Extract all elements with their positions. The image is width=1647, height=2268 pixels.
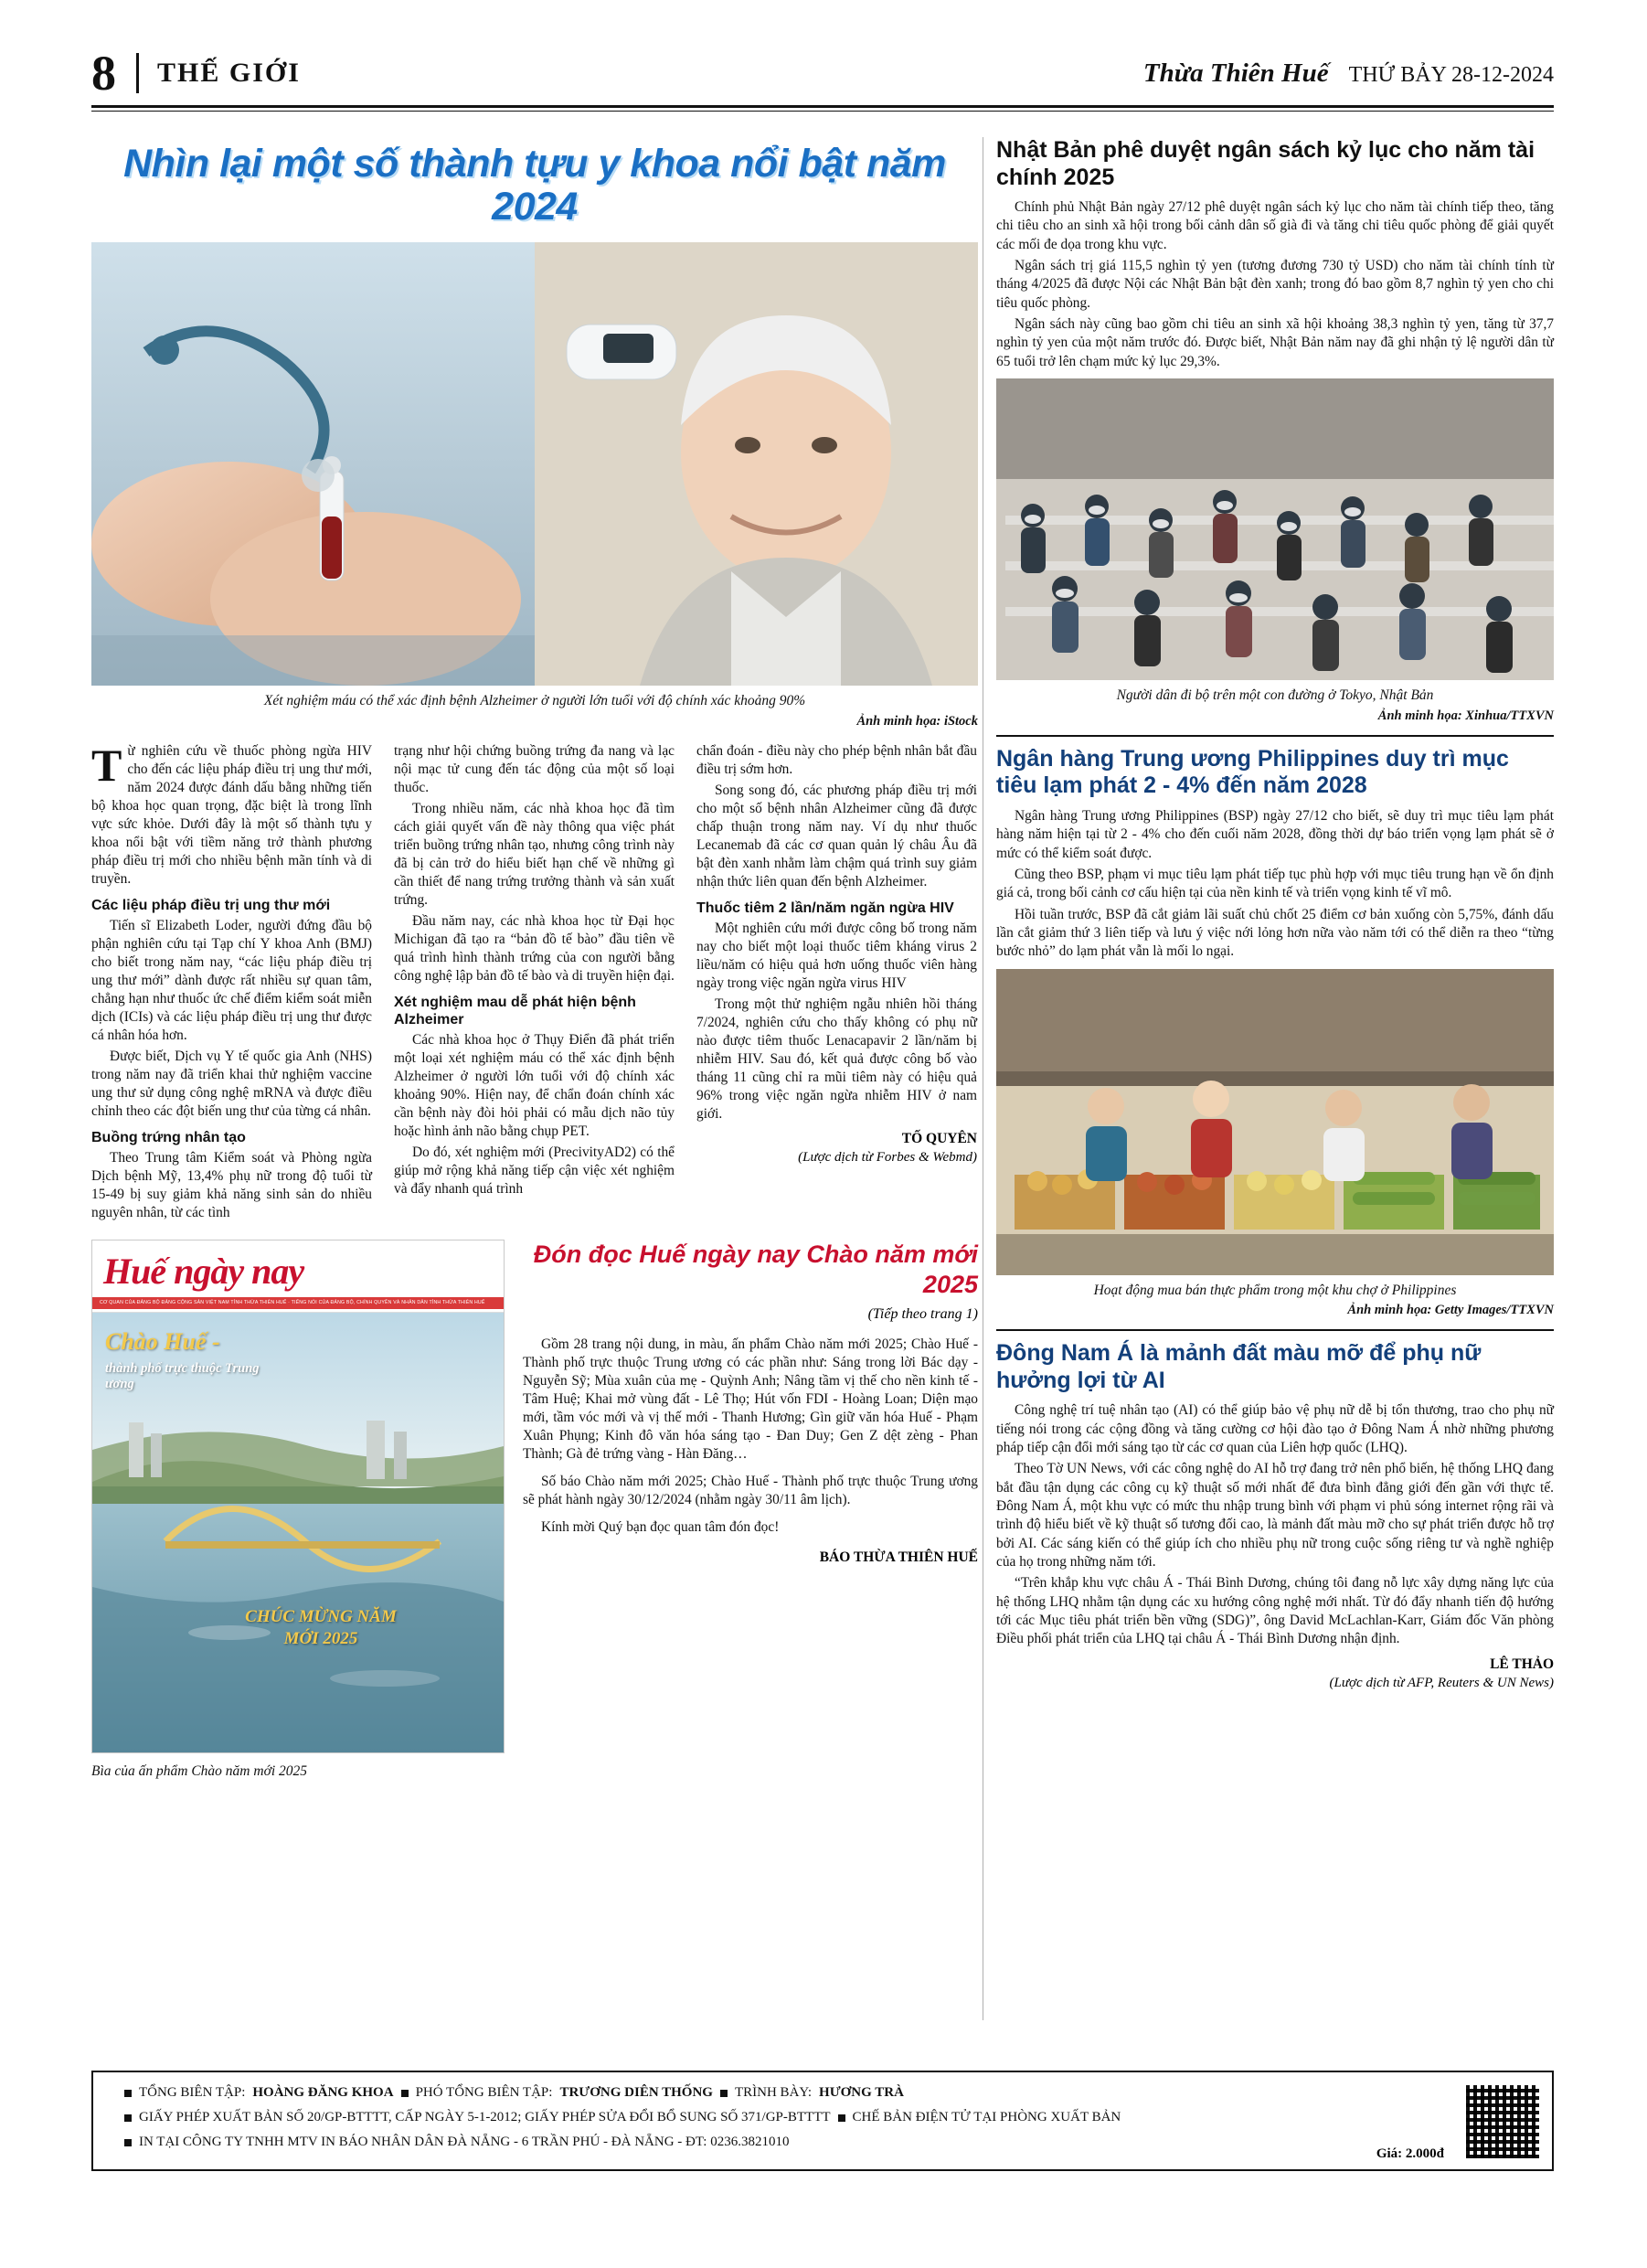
paragraph: Được biết, Dịch vụ Y tế quốc gia Anh (NHS) trong năm nay đã triển khai thử nghiệm vaccine ung thư sử dụng công nghệ mRNA và được điều chỉnh theo các đột biến ung thư của từng cá nhân.: [91, 1048, 372, 1119]
paragraph: chẩn đoán - điều này cho phép bệnh nhân bắt đầu điều trị sớm hơn.: [696, 742, 977, 777]
promo-title: Đón đọc Huế ngày nay Chào năm mới 2025: [533, 1240, 978, 1298]
footer-line-2: [110, 2105, 1243, 2130]
subheading: Thuốc tiêm 2 lần/năm ngăn ngừa HIV: [696, 900, 954, 916]
sidebar-byline-source: (Lược dịch từ AFP, Reuters & UN News): [1329, 1675, 1554, 1690]
footer-lines: [93, 2072, 1243, 2155]
paragraph: “Trên khắp khu vực châu Á - Thái Bình Dương, chúng tôi đang nỗ lực xây dựng năng lực của hệ thống LHQ nhằm tận dụng các xu hướng công nghệ mới nhất. Từ đó đẩy nhanh tiến độ hướng tới các Mục tiêu phát triển bền vững (SDG)”, ông David McLachlan-Karr, Giám đốc Văn phòng Điều phối phát triển của LHQ tại châu Á - Thái Bình Dương nhận định.: [996, 1575, 1554, 1647]
article-column-3: [696, 742, 977, 1226]
paragraph: trạng như hội chứng buồng trứng đa nang và lạc nội mạc tử cung đến tác động của một số loại thuốc.: [394, 742, 675, 795]
article-column-1: [91, 739, 372, 1226]
footer-line-3: [110, 2130, 1243, 2155]
main-photo-credit: Ảnh minh họa: iStock: [856, 713, 978, 729]
bullet-icon: [720, 2090, 728, 2097]
paragraph: Cũng theo BSP, phạm vi mục tiêu lạm phát tiếp tục phù hợp với mục tiêu trung hạn về ổn định giá cả, trong bối cảnh cơ cấu hiện tại của nền kinh tế và triển vọng kinh tế vĩ mô.: [996, 866, 1554, 901]
sidebar-photo-credit: Ảnh minh họa: Xinhua/TTXVN: [1377, 708, 1554, 723]
article-byline-source: (Lược dịch từ Forbes & Webmd): [798, 1150, 977, 1165]
paragraph: Gồm 28 trang nội dung, in màu, ấn phẩm Chào năm mới 2025; Chào Huế - Thành phố trực thuộc Trung ương có các phần như: Sáng trong lời Bác dạy - Nguyễn Sỹ; Mùa xuân của mẹ - Quỳnh Anh; Nâng tầm vị thế cho nền kinh tế - Tâm Huệ; Khai mở vùng đất - Lê Thọ; Hút vốn FDI - Hoàng Loan; Diện mạo mới, tầm vóc mới và vị thế mới - Thanh Hương; Gìn giữ văn hóa Huế - Phạm Xuân Phụng; Kinh đô văn hóa sáng tạo - Đan Duy; Gen Z dệt zèng - Phan Thành; Gà đẻ trứng vàng - Hàn Đăng…: [523, 1336, 978, 1463]
bullet-icon: [838, 2114, 845, 2122]
header-rule-thin: [91, 111, 1554, 112]
paragraph: Từ nghiên cứu về thuốc phòng ngừa HIV cho đến các liệu pháp điều trị ung thư mới, năm 2024 được đánh dấu bằng những tiến bộ khoa học quan trọng, đặc biệt là trong lĩnh vực sức khỏe. Dưới đây là một số thành tựu y khoa nổi bật với tiềm năng trở thành phương pháp điều trị mới cho nhiều bệnh mãn tính và di truyền.: [91, 739, 372, 887]
sidebar-photo-caption: Người dân đi bộ trên một con đường ở Tokyo, Nhật Bản: [1116, 687, 1434, 703]
sidebar-articles: [996, 137, 1554, 1691]
sidebar-article-japan: [996, 137, 1554, 724]
main-headline: Nhìn lại một số thành tựu y khoa nổi bật năm 2024: [123, 142, 946, 229]
bullet-icon: [124, 2114, 132, 2122]
cover-newyear-greeting: CHÚC MỪNG NĂM MỚI 2025: [245, 1607, 397, 1648]
promo-byline: BÁO THỪA THIÊN HUẾ: [819, 1549, 978, 1566]
qr-code: [1466, 2085, 1539, 2158]
footer-line-1: [110, 2081, 1243, 2105]
subheading: Các liệu pháp điều trị ung thư mới: [91, 897, 331, 913]
cover-strip: [92, 1297, 504, 1309]
cover-overlay-main: Chào Huế -: [105, 1328, 220, 1356]
paragraph: Trong nhiều năm, các nhà khoa học đã tìm cách giải quyết vấn đề này thông qua việc phát triển buồng trứng nhân tạo, nhưng công trình này đã bị cản trở do hiểu biết hạn chế về những gì cần thiết để nang trứng trưởng thành và sản xuất trứng.: [394, 800, 675, 908]
cover-strip-text: CƠ QUAN CỦA ĐẢNG BỘ ĐẢNG CỘNG SẢN VIỆT NAM TỈNH THỪA THIÊN HUẾ · TIẾNG NÓI CỦA ĐẢNG BỘ, CHÍNH QUYỀN VÀ NHÂN DÂN TỈNH THỪA THIÊN HUẾ: [100, 1300, 485, 1306]
paragraph: Một nghiên cứu mới được công bố trong năm nay cho biết một loại thuốc tiêm kháng virus 2 liều/năm có hiệu quả hơn uống thuốc viên hàng ngày trong việc ngăn ngừa virus HIV: [696, 920, 977, 991]
footer-imprint: [91, 2071, 1554, 2171]
footer-license: GIẤY PHÉP XUẤT BẢN SỐ 20/GP-BTTTT, CẤP NGÀY 5-1-2012; GIẤY PHÉP SỬA ĐỔI BỔ SUNG SỐ 371/GP-BTTTT: [139, 2110, 831, 2124]
footer-layout-label: TRÌNH BÀY:: [734, 2085, 813, 2100]
footer-printer: IN TẠI CÔNG TY TNHH MTV IN BÁO NHÂN DÂN ĐÀ NẴNG - 6 TRẦN PHÚ - ĐÀ NẴNG - ĐT: 0236.3821010: [139, 2135, 790, 2149]
paragraph: Ngân sách này cũng bao gồm chi tiêu an sinh xã hội khoảng 38,3 nghìn tỷ yen, tăng từ 37,7 nghìn tỷ yen của một năm trước đó. Được biết, Nhật Bản năm nay đã ghi nhận tỷ lệ người dân từ 65 tuổi trở lên chạm mức kỷ lục 29,3%.: [996, 315, 1554, 369]
sidebar-headline: Nhật Bản phê duyệt ngân sách kỷ lục cho năm tài chính 2025: [996, 137, 1535, 190]
article-byline: TỐ QUYÊN: [901, 1131, 977, 1146]
paragraph: Ngân sách trị giá 115,5 nghìn tỷ yen (tương đương 730 tỷ USD) cho năm tài chính tính từ tháng 4/2025 đã được Nội các Nhật Bản bật đèn xanh; trong đó bao gồm 8,7 nghìn tỷ yen cho chi tiêu quốc phòng.: [996, 257, 1554, 311]
section-rule: [996, 1329, 1554, 1331]
paper-identity: [1143, 59, 1554, 89]
paragraph: Ngân hàng Trung ương Philippines (BSP) ngày 27/12 cho biết, sẽ duy trì mục tiêu lạm phát hàng năm hiện tại từ 2 - 4% cho đến cuối năm 2028, đồng thời dự báo triển vọng lạm phát sẽ ở mức có thể kiểm soát được.: [996, 807, 1554, 861]
footer-layout-name: HƯƠNG TRÀ: [819, 2085, 904, 2100]
paragraph: Theo Tờ UN News, với các công nghệ do AI hỗ trợ đang trở nên phổ biến, hệ thống LHQ đang bắt đầu tận dụng các công cụ kỹ thuật số mới nhất để đưa bình đẳng giới đến gần với thực tế. Đông Nam Á, một khu vực có mức thu nhập trung bình với phạm vi phủ sóng internet rộng rãi và trình độ hiểu biết về kỹ thuật số tương đối cao, là mảnh đất màu mỡ cho sự phát triển được hỗ trợ bởi AI. Các sáng kiến có thể giúp ích cho nhiều phụ nữ trong cuộc sống riêng tư và nghề nghiệp của họ trong những năm tới.: [996, 1461, 1554, 1571]
cover-overlay-title: [105, 1328, 288, 1391]
sidebar-photo-tokyo: [996, 378, 1554, 680]
section-title: THẾ GIỚI: [157, 58, 301, 88]
article-columns: [91, 739, 978, 1226]
footer-editor-name: HOÀNG ĐĂNG KHOA: [252, 2085, 394, 2100]
promo-cover-wrap: [91, 1240, 503, 1782]
sidebar-photo-market: [996, 969, 1554, 1275]
paragraph: Song song đó, các phương pháp điều trị mới cho một số bệnh nhân Alzheimer cũng đã được chấp thuận trong năm nay. Ví dụ như thuốc Lecanemab đã các cơ quan quản lý châu Âu đã bật đèn xanh nhằm làm chậm quá trình suy giảm nhận thức liên quan đến bệnh Alzheimer.: [696, 782, 977, 889]
page-number: 8: [91, 46, 116, 101]
bullet-icon: [124, 2139, 132, 2146]
promo-cover-image: [91, 1240, 505, 1753]
sidebar-headline: Đông Nam Á là mảnh đất màu mỡ để phụ nữ hưởng lợi từ AI: [996, 1340, 1482, 1393]
sidebar-photo-caption: Hoạt động mua bán thực phẩm trong một khu chợ ở Philippines: [1093, 1282, 1457, 1298]
subheading: Buồng trứng nhân tạo: [91, 1130, 246, 1145]
header-rule: [91, 105, 1554, 108]
subheading: Xét nghiệm mau dễ phát hiện bệnh Alzheimer: [394, 994, 636, 1028]
bullet-icon: [401, 2090, 409, 2097]
promo-block: [91, 1240, 978, 1782]
promo-text: [523, 1240, 978, 1782]
paper-brand: Thừa Thiên Huế: [1142, 58, 1329, 88]
main-photo-caption: Xét nghiệm máu có thể xác định bệnh Alzheimer ở người lớn tuổi với độ chính xác khoảng 90%: [263, 692, 806, 708]
paragraph: Hồi tuần trước, BSP đã cắt giảm lãi suất chủ chốt 25 điểm cơ bản xuống còn 5,75%, đánh dấu lần cắt giảm thứ 3 liên tiếp và lưu ý việc nới lỏng hơn nữa vào năm tới có thể diễn ra theo “từng bước nhỏ” do lạm phát vẫn là mối lo ngại.: [996, 906, 1554, 960]
paragraph: Công nghệ trí tuệ nhân tạo (AI) có thể giúp bảo vệ phụ nữ dễ bị tổn thương, trao cho phụ nữ tiếng nói trong các cộng đồng và tăng cường cơ hội đào tạo ở Đông Nam Á nhờ những phương pháp tiếp cận đổi mới sáng tạo từ các cơ quan của Liên hợp quốc (LHQ).: [996, 1402, 1554, 1456]
section-rule: [996, 735, 1554, 737]
footer-deputy-label: PHÓ TỔNG BIÊN TẬP:: [415, 2085, 553, 2100]
footer-deputy-name: TRƯƠNG DIÊN THỐNG: [559, 2085, 713, 2100]
paragraph: Theo Trung tâm Kiểm soát và Phòng ngừa Dịch bệnh Mỹ, 13,4% phụ nữ trong độ tuổi từ 15-49 bị suy giảm khả năng sinh sản do nhiều nguyên nhân, từ các tình: [91, 1150, 372, 1221]
paragraph: Kính mời Quý bạn đọc quan tâm đón đọc!: [541, 1519, 780, 1536]
paragraph: Tiến sĩ Elizabeth Loder, người đứng đầu bộ phận nghiên cứu tại Tạp chí Y khoa Anh (BMJ) cho biết trong năm nay, “các liệu pháp điều trị ung thư mới” dành được rất nhiều sự quan tâm, chẳng hạn như thuốc ức chế điểm kiểm soát miễn dịch (ICIs) và các liệu pháp điều trị ung thư được cá nhân hóa hơn.: [91, 917, 372, 1043]
sidebar-photo-credit: Ảnh minh họa: Getty Images/TTXVN: [1347, 1303, 1554, 1318]
promo-continued: (Tiếp theo trang 1): [867, 1306, 978, 1323]
sidebar-byline: LÊ THẢO: [1490, 1656, 1554, 1672]
header-divider: [136, 53, 139, 93]
article-column-2: [394, 742, 675, 1226]
price-label: Giá: 2.000đ: [1376, 2146, 1444, 2161]
cover-overlay-sub: thành phố trực thuộc Trung ương: [105, 1361, 260, 1391]
cover-brand: Huế ngày nay: [103, 1251, 304, 1293]
paragraph: Do đó, xét nghiệm mới (PrecivityAD2) có thể giúp mở rộng khả năng tiếp cận việc xét nghiệm và đẩy nhanh quá trình: [394, 1145, 675, 1198]
paragraph: Đầu năm nay, các nhà khoa học từ Đại học Michigan đã tạo ra “bản đồ tế bào” đầu tiên về quá trình hình thành trứng của con người bằng công nghệ lập bản đồ tế bào và di truyền hiện đại.: [394, 912, 675, 984]
main-article-photo: [91, 242, 978, 686]
footer-editor-label: TỔNG BIÊN TẬP:: [139, 2085, 246, 2100]
paragraph: Trong một thử nghiệm ngẫu nhiên hồi tháng 7/2024, nghiên cứu cho thấy không có phụ nữ nào được tiêm thuốc Lenacapavir 2 lần/năm bị nhiễm HIV. Sau đó, kết quả được công bố vào tháng 11 cũng chỉ ra mũi tiêm này có hiệu quả 96% trong việc ngăn ngừa nhiễm HIV ở nam giới.: [696, 996, 977, 1122]
footer-prepress: CHẾ BẢN ĐIỆN TỬ TẠI PHÒNG XUẤT BẢN: [852, 2110, 1121, 2124]
main-article: [91, 137, 978, 1782]
sidebar-headline: Ngân hàng Trung ương Philippines duy trì mục tiêu lạm phát 2 - 4% đến năm 2028: [996, 745, 1509, 799]
cover-masthead: [92, 1240, 504, 1313]
bullet-icon: [124, 2090, 132, 2097]
paragraph: Số báo Chào năm mới 2025; Chào Huế - Thành phố trực thuộc Trung ương sẽ phát hành ngày 30/12/2024 (nhằm ngày 30/11 âm lịch).: [523, 1474, 978, 1508]
sidebar-article-ai: [996, 1340, 1554, 1691]
paragraph: Chính phủ Nhật Bản ngày 27/12 phê duyệt ngân sách kỷ lục cho năm tài chính tiếp theo, tăng chi tiêu cho an sinh xã hội trong bối cảnh dân số già đi và tăng chi tiêu quốc phòng để giải quyết các mối đe dọa trong khu vực.: [996, 199, 1554, 252]
paragraph: Các nhà khoa học ở Thụy Điển đã phát triển một loại xét nghiệm máu có thể xác định bệnh Alzheimer ở người lớn tuổi với độ chính xác khoảng 90%. Hiện nay, để chẩn đoán chính xác cần bệnh này đòi hỏi phải có mẫu dịch não tủy hoặc hình ảnh não bằng chụp PET.: [394, 1032, 675, 1140]
promo-cover-caption: Bìa của ấn phẩm Chào năm mới 2025: [91, 1763, 308, 1780]
sidebar-article-philippines: [996, 746, 1554, 1319]
masthead: [91, 46, 1554, 101]
issue-date: THỨ BẢY 28-12-2024: [1348, 62, 1554, 87]
